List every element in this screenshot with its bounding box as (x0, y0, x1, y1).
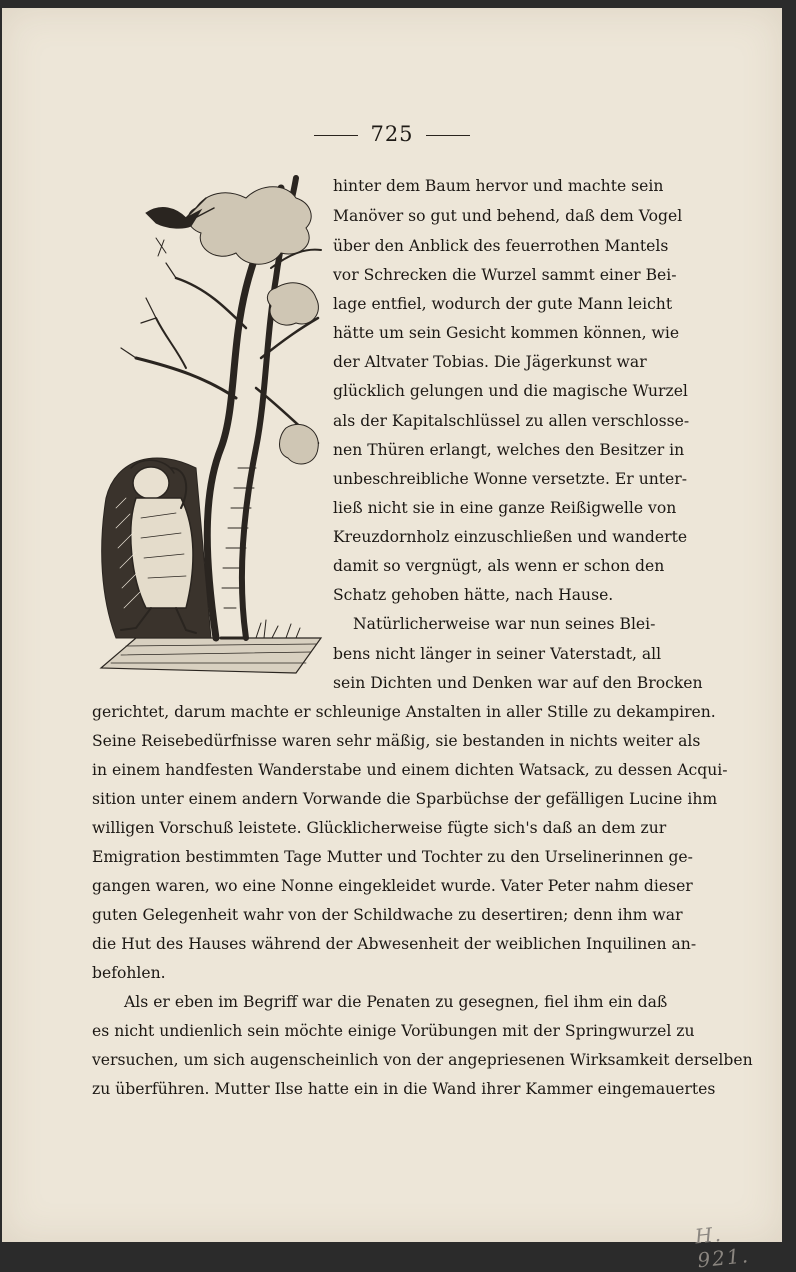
text-line: damit so vergnügt, als wenn er schon den (333, 557, 665, 575)
text-line: Als er eben im Begriff war die Penaten zu gesegnen, fiel ihm ein daß (124, 993, 668, 1011)
text-line: zu überführen. Mutter Ilse hatte ein in die Wand ihrer Kammer eingemauertes (92, 1080, 716, 1098)
handwritten-shelfmark: H. 921. (693, 1221, 751, 1272)
text-line: als der Kapitalschlüssel zu allen verschlosse- (333, 412, 690, 430)
text-line: versuchen, um sich augenscheinlich von der angepriesenen Wirksamkeit derselben (92, 1051, 753, 1069)
page-number: 725 (370, 122, 414, 146)
text-line: Natürlicherweise war nun seines Blei- (353, 615, 656, 633)
text-line: glücklich gelungen und die magische Wurzel (333, 382, 688, 400)
book-page (2, 8, 782, 1272)
text-line: Emigration bestimmten Tage Mutter und Tochter zu den Urselinerinnen ge- (92, 848, 693, 866)
text-line: gerichtet, darum machte er schleunige Anstalten in aller Stille zu dekampiren. (92, 703, 716, 721)
text-line: vor Schrecken die Wurzel sammt einer Bei- (333, 266, 677, 284)
text-line: gangen waren, wo eine Nonne eingekleidet wurde. Vater Peter nahm dieser (92, 877, 693, 895)
woodcut-illustration (96, 168, 326, 688)
text-line: unbeschreibliche Wonne versetzte. Er unter- (333, 470, 688, 488)
text-line: sition unter einem andern Vorwande die Sparbüchse der gefälligen Lucine ihm (92, 790, 718, 808)
text-line: ließ nicht sie in eine ganze Reißigwelle von (333, 499, 677, 517)
text-line: über den Anblick des feuerrothen Mantels (333, 237, 669, 255)
text-line: hinter dem Baum hervor und machte sein (333, 177, 664, 195)
text-line: die Hut des Hauses während der Abwesenheit der weiblichen Inquilinen an- (92, 935, 697, 953)
text-line: lage entfiel, wodurch der gute Mann leicht (333, 295, 673, 313)
text-line: es nicht undienlich sein möchte einige Vorübungen mit der Springwurzel zu (92, 1022, 695, 1040)
page-number-header (2, 122, 782, 146)
rule-left (314, 135, 358, 136)
text-line: sein Dichten und Denken war auf den Brocken (333, 674, 703, 692)
text-line: hätte um sein Gesicht kommen können, wie (333, 324, 680, 342)
text-line: Kreuzdornholz einzuschließen und wanderte (333, 528, 688, 546)
text-line: in einem handfesten Wanderstabe und einem dichten Watsack, zu dessen Acqui- (92, 761, 728, 779)
text-line: willigen Vorschuß leistete. Glücklicherweise fügte sich's daß an dem zur (92, 819, 667, 837)
text-line: befohlen. (92, 964, 166, 982)
text-line: Seine Reisebedürfnisse waren sehr mäßig, sie bestanden in nichts weiter als (92, 732, 701, 750)
text-line: bens nicht länger in seiner Vaterstadt, all (333, 645, 662, 663)
text-line: Schatz gehoben hätte, nach Hause. (333, 586, 614, 604)
rule-right (426, 135, 470, 136)
text-line: guten Gelegenheit wahr von der Schildwache zu desertiren; denn ihm war (92, 906, 683, 924)
text-line: nen Thüren erlangt, welches den Besitzer in (333, 441, 685, 459)
text-line: der Altvater Tobias. Die Jägerkunst war (333, 353, 647, 371)
text-line: Manöver so gut und behend, daß dem Vogel (333, 207, 683, 225)
